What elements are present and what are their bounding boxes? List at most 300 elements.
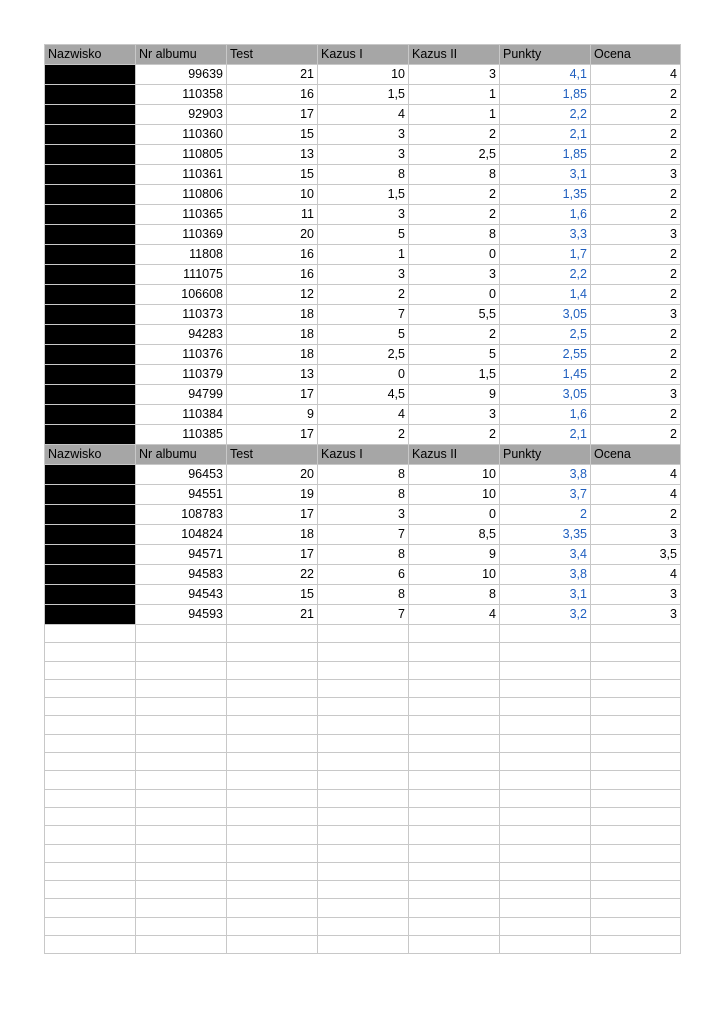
points-cell[interactable]: 3,4 xyxy=(500,545,591,565)
empty-cell[interactable] xyxy=(500,826,591,844)
album-number-cell[interactable]: 104824 xyxy=(136,525,227,545)
empty-cell[interactable] xyxy=(45,716,136,734)
test-cell[interactable]: 18 xyxy=(227,305,318,325)
points-cell[interactable]: 3,05 xyxy=(500,385,591,405)
album-number-cell[interactable]: 94583 xyxy=(136,565,227,585)
empty-cell[interactable] xyxy=(409,899,500,917)
empty-cell[interactable] xyxy=(591,753,681,771)
kazus-1-cell[interactable]: 8 xyxy=(318,585,409,605)
points-cell[interactable]: 2,1 xyxy=(500,425,591,445)
empty-cell[interactable] xyxy=(45,643,136,661)
kazus-1-cell[interactable]: 8 xyxy=(318,545,409,565)
empty-cell[interactable] xyxy=(45,826,136,844)
points-cell[interactable]: 3,7 xyxy=(500,485,591,505)
empty-cell[interactable] xyxy=(318,771,409,789)
test-cell[interactable]: 22 xyxy=(227,565,318,585)
kazus-1-cell[interactable]: 5 xyxy=(318,225,409,245)
test-cell[interactable]: 10 xyxy=(227,185,318,205)
header-ocena[interactable]: Ocena xyxy=(591,45,681,65)
test-cell[interactable]: 12 xyxy=(227,285,318,305)
grade-cell[interactable]: 3 xyxy=(591,605,681,625)
empty-cell[interactable] xyxy=(409,753,500,771)
empty-cell[interactable] xyxy=(136,844,227,862)
redacted-name-cell[interactable] xyxy=(45,405,136,425)
kazus-2-cell[interactable]: 8 xyxy=(409,225,500,245)
header-kazus-2[interactable]: Kazus II xyxy=(409,445,500,465)
kazus-1-cell[interactable]: 3 xyxy=(318,265,409,285)
album-number-cell[interactable]: 110365 xyxy=(136,205,227,225)
album-number-cell[interactable]: 92903 xyxy=(136,105,227,125)
empty-cell[interactable] xyxy=(500,899,591,917)
grade-cell[interactable]: 3 xyxy=(591,225,681,245)
kazus-2-cell[interactable]: 2 xyxy=(409,325,500,345)
empty-cell[interactable] xyxy=(318,899,409,917)
points-cell[interactable]: 2,2 xyxy=(500,105,591,125)
empty-cell[interactable] xyxy=(500,625,591,643)
grade-cell[interactable]: 3 xyxy=(591,305,681,325)
empty-cell[interactable] xyxy=(136,936,227,954)
test-cell[interactable]: 18 xyxy=(227,325,318,345)
grade-cell[interactable]: 4 xyxy=(591,465,681,485)
album-number-cell[interactable]: 110373 xyxy=(136,305,227,325)
empty-cell[interactable] xyxy=(591,643,681,661)
kazus-2-cell[interactable]: 1,5 xyxy=(409,365,500,385)
grade-cell[interactable]: 3 xyxy=(591,585,681,605)
grade-cell[interactable]: 2 xyxy=(591,265,681,285)
empty-cell[interactable] xyxy=(318,753,409,771)
empty-cell[interactable] xyxy=(409,881,500,899)
album-number-cell[interactable]: 110376 xyxy=(136,345,227,365)
points-cell[interactable]: 3,1 xyxy=(500,585,591,605)
empty-cell[interactable] xyxy=(227,899,318,917)
empty-cell[interactable] xyxy=(136,698,227,716)
points-cell[interactable]: 2,5 xyxy=(500,325,591,345)
kazus-2-cell[interactable]: 1 xyxy=(409,85,500,105)
kazus-1-cell[interactable]: 2 xyxy=(318,285,409,305)
album-number-cell[interactable]: 106608 xyxy=(136,285,227,305)
empty-cell[interactable] xyxy=(45,881,136,899)
points-cell[interactable]: 2,55 xyxy=(500,345,591,365)
header-test[interactable]: Test xyxy=(227,45,318,65)
points-cell[interactable]: 1,85 xyxy=(500,145,591,165)
kazus-1-cell[interactable]: 2,5 xyxy=(318,345,409,365)
kazus-2-cell[interactable]: 0 xyxy=(409,505,500,525)
album-number-cell[interactable]: 110358 xyxy=(136,85,227,105)
empty-cell[interactable] xyxy=(227,716,318,734)
points-cell[interactable]: 3,2 xyxy=(500,605,591,625)
empty-cell[interactable] xyxy=(318,625,409,643)
empty-cell[interactable] xyxy=(409,771,500,789)
redacted-name-cell[interactable] xyxy=(45,485,136,505)
redacted-name-cell[interactable] xyxy=(45,85,136,105)
header-nr-albumu[interactable]: Nr albumu xyxy=(136,45,227,65)
kazus-1-cell[interactable]: 6 xyxy=(318,565,409,585)
header-kazus-2[interactable]: Kazus II xyxy=(409,45,500,65)
points-cell[interactable]: 1,85 xyxy=(500,85,591,105)
points-cell[interactable]: 3,3 xyxy=(500,225,591,245)
empty-cell[interactable] xyxy=(227,844,318,862)
points-cell[interactable]: 2,2 xyxy=(500,265,591,285)
kazus-1-cell[interactable]: 7 xyxy=(318,605,409,625)
kazus-1-cell[interactable]: 3 xyxy=(318,505,409,525)
redacted-name-cell[interactable] xyxy=(45,165,136,185)
empty-cell[interactable] xyxy=(45,899,136,917)
points-cell[interactable]: 1,6 xyxy=(500,205,591,225)
empty-cell[interactable] xyxy=(45,734,136,752)
kazus-2-cell[interactable]: 10 xyxy=(409,485,500,505)
kazus-2-cell[interactable]: 3 xyxy=(409,405,500,425)
header-ocena[interactable]: Ocena xyxy=(591,445,681,465)
kazus-2-cell[interactable]: 9 xyxy=(409,385,500,405)
empty-cell[interactable] xyxy=(591,716,681,734)
kazus-1-cell[interactable]: 0 xyxy=(318,365,409,385)
empty-cell[interactable] xyxy=(318,936,409,954)
kazus-1-cell[interactable]: 1,5 xyxy=(318,185,409,205)
kazus-2-cell[interactable]: 10 xyxy=(409,565,500,585)
album-number-cell[interactable]: 96453 xyxy=(136,465,227,485)
points-cell[interactable]: 1,45 xyxy=(500,365,591,385)
points-cell[interactable]: 2,1 xyxy=(500,125,591,145)
empty-cell[interactable] xyxy=(45,936,136,954)
album-number-cell[interactable]: 110379 xyxy=(136,365,227,385)
test-cell[interactable]: 19 xyxy=(227,485,318,505)
kazus-2-cell[interactable]: 2 xyxy=(409,125,500,145)
test-cell[interactable]: 13 xyxy=(227,365,318,385)
header-nazwisko[interactable]: Nazwisko xyxy=(45,445,136,465)
test-cell[interactable]: 15 xyxy=(227,165,318,185)
points-cell[interactable]: 1,7 xyxy=(500,245,591,265)
grade-cell[interactable]: 2 xyxy=(591,345,681,365)
empty-cell[interactable] xyxy=(409,661,500,679)
album-number-cell[interactable]: 110385 xyxy=(136,425,227,445)
empty-cell[interactable] xyxy=(45,625,136,643)
test-cell[interactable]: 18 xyxy=(227,345,318,365)
redacted-name-cell[interactable] xyxy=(45,285,136,305)
empty-cell[interactable] xyxy=(227,679,318,697)
kazus-2-cell[interactable]: 8 xyxy=(409,585,500,605)
test-cell[interactable]: 9 xyxy=(227,405,318,425)
points-cell[interactable]: 1,35 xyxy=(500,185,591,205)
empty-cell[interactable] xyxy=(591,936,681,954)
grade-cell[interactable]: 2 xyxy=(591,85,681,105)
kazus-2-cell[interactable]: 8,5 xyxy=(409,525,500,545)
album-number-cell[interactable]: 94283 xyxy=(136,325,227,345)
empty-cell[interactable] xyxy=(500,936,591,954)
empty-cell[interactable] xyxy=(227,789,318,807)
empty-cell[interactable] xyxy=(409,789,500,807)
album-number-cell[interactable]: 94551 xyxy=(136,485,227,505)
test-cell[interactable]: 15 xyxy=(227,585,318,605)
empty-cell[interactable] xyxy=(45,807,136,825)
empty-cell[interactable] xyxy=(409,862,500,880)
empty-cell[interactable] xyxy=(136,899,227,917)
redacted-name-cell[interactable] xyxy=(45,305,136,325)
grade-cell[interactable]: 2 xyxy=(591,205,681,225)
empty-cell[interactable] xyxy=(318,789,409,807)
empty-cell[interactable] xyxy=(227,698,318,716)
empty-cell[interactable] xyxy=(45,844,136,862)
points-cell[interactable]: 3,8 xyxy=(500,565,591,585)
redacted-name-cell[interactable] xyxy=(45,545,136,565)
kazus-1-cell[interactable]: 10 xyxy=(318,65,409,85)
empty-cell[interactable] xyxy=(500,734,591,752)
kazus-2-cell[interactable]: 3 xyxy=(409,65,500,85)
header-test[interactable]: Test xyxy=(227,445,318,465)
album-number-cell[interactable]: 110360 xyxy=(136,125,227,145)
empty-cell[interactable] xyxy=(136,679,227,697)
kazus-1-cell[interactable]: 4 xyxy=(318,105,409,125)
empty-cell[interactable] xyxy=(136,807,227,825)
album-number-cell[interactable]: 94799 xyxy=(136,385,227,405)
empty-cell[interactable] xyxy=(227,734,318,752)
album-number-cell[interactable]: 110361 xyxy=(136,165,227,185)
redacted-name-cell[interactable] xyxy=(45,365,136,385)
empty-cell[interactable] xyxy=(409,917,500,935)
empty-cell[interactable] xyxy=(227,826,318,844)
empty-cell[interactable] xyxy=(591,862,681,880)
redacted-name-cell[interactable] xyxy=(45,505,136,525)
header-nazwisko[interactable]: Nazwisko xyxy=(45,45,136,65)
test-cell[interactable]: 11 xyxy=(227,205,318,225)
header-punkty[interactable]: Punkty xyxy=(500,445,591,465)
empty-cell[interactable] xyxy=(409,716,500,734)
empty-cell[interactable] xyxy=(227,917,318,935)
empty-cell[interactable] xyxy=(591,826,681,844)
header-nr-albumu[interactable]: Nr albumu xyxy=(136,445,227,465)
empty-cell[interactable] xyxy=(500,679,591,697)
redacted-name-cell[interactable] xyxy=(45,425,136,445)
grade-cell[interactable]: 2 xyxy=(591,365,681,385)
empty-cell[interactable] xyxy=(591,899,681,917)
empty-cell[interactable] xyxy=(500,643,591,661)
empty-cell[interactable] xyxy=(136,643,227,661)
empty-cell[interactable] xyxy=(591,679,681,697)
kazus-1-cell[interactable]: 3 xyxy=(318,145,409,165)
empty-cell[interactable] xyxy=(409,734,500,752)
redacted-name-cell[interactable] xyxy=(45,345,136,365)
redacted-name-cell[interactable] xyxy=(45,205,136,225)
kazus-2-cell[interactable]: 5 xyxy=(409,345,500,365)
empty-cell[interactable] xyxy=(318,661,409,679)
test-cell[interactable]: 15 xyxy=(227,125,318,145)
album-number-cell[interactable]: 94571 xyxy=(136,545,227,565)
grade-cell[interactable]: 2 xyxy=(591,185,681,205)
kazus-1-cell[interactable]: 8 xyxy=(318,465,409,485)
header-punkty[interactable]: Punkty xyxy=(500,45,591,65)
points-cell[interactable]: 3,8 xyxy=(500,465,591,485)
kazus-1-cell[interactable]: 8 xyxy=(318,165,409,185)
empty-cell[interactable] xyxy=(409,643,500,661)
points-cell[interactable]: 3,05 xyxy=(500,305,591,325)
grade-cell[interactable]: 4 xyxy=(591,485,681,505)
grade-cell[interactable]: 2 xyxy=(591,105,681,125)
redacted-name-cell[interactable] xyxy=(45,145,136,165)
empty-cell[interactable] xyxy=(591,625,681,643)
redacted-name-cell[interactable] xyxy=(45,265,136,285)
grade-cell[interactable]: 3,5 xyxy=(591,545,681,565)
redacted-name-cell[interactable] xyxy=(45,385,136,405)
grade-cell[interactable]: 2 xyxy=(591,425,681,445)
test-cell[interactable]: 17 xyxy=(227,385,318,405)
empty-cell[interactable] xyxy=(318,807,409,825)
empty-cell[interactable] xyxy=(227,936,318,954)
album-number-cell[interactable]: 99639 xyxy=(136,65,227,85)
kazus-1-cell[interactable]: 7 xyxy=(318,525,409,545)
kazus-1-cell[interactable]: 3 xyxy=(318,205,409,225)
empty-cell[interactable] xyxy=(500,771,591,789)
points-cell[interactable]: 1,6 xyxy=(500,405,591,425)
empty-cell[interactable] xyxy=(136,716,227,734)
grade-cell[interactable]: 2 xyxy=(591,145,681,165)
points-cell[interactable]: 3,1 xyxy=(500,165,591,185)
empty-cell[interactable] xyxy=(136,862,227,880)
grade-cell[interactable]: 2 xyxy=(591,405,681,425)
grade-cell[interactable]: 3 xyxy=(591,385,681,405)
empty-cell[interactable] xyxy=(318,826,409,844)
test-cell[interactable]: 17 xyxy=(227,505,318,525)
empty-cell[interactable] xyxy=(45,917,136,935)
kazus-1-cell[interactable]: 3 xyxy=(318,125,409,145)
album-number-cell[interactable]: 110806 xyxy=(136,185,227,205)
empty-cell[interactable] xyxy=(591,698,681,716)
grade-cell[interactable]: 4 xyxy=(591,65,681,85)
kazus-1-cell[interactable]: 1 xyxy=(318,245,409,265)
empty-cell[interactable] xyxy=(227,771,318,789)
empty-cell[interactable] xyxy=(45,862,136,880)
empty-cell[interactable] xyxy=(409,844,500,862)
test-cell[interactable]: 16 xyxy=(227,245,318,265)
kazus-2-cell[interactable]: 2 xyxy=(409,425,500,445)
empty-cell[interactable] xyxy=(318,917,409,935)
points-cell[interactable]: 4,1 xyxy=(500,65,591,85)
kazus-1-cell[interactable]: 1,5 xyxy=(318,85,409,105)
empty-cell[interactable] xyxy=(318,716,409,734)
redacted-name-cell[interactable] xyxy=(45,185,136,205)
grade-cell[interactable]: 2 xyxy=(591,125,681,145)
empty-cell[interactable] xyxy=(409,698,500,716)
empty-cell[interactable] xyxy=(318,862,409,880)
redacted-name-cell[interactable] xyxy=(45,465,136,485)
kazus-1-cell[interactable]: 4,5 xyxy=(318,385,409,405)
empty-cell[interactable] xyxy=(500,807,591,825)
empty-cell[interactable] xyxy=(227,881,318,899)
empty-cell[interactable] xyxy=(318,734,409,752)
album-number-cell[interactable]: 94593 xyxy=(136,605,227,625)
redacted-name-cell[interactable] xyxy=(45,125,136,145)
grade-cell[interactable]: 3 xyxy=(591,525,681,545)
empty-cell[interactable] xyxy=(500,844,591,862)
empty-cell[interactable] xyxy=(318,643,409,661)
kazus-2-cell[interactable]: 0 xyxy=(409,245,500,265)
kazus-2-cell[interactable]: 2 xyxy=(409,205,500,225)
kazus-2-cell[interactable]: 10 xyxy=(409,465,500,485)
kazus-2-cell[interactable]: 0 xyxy=(409,285,500,305)
empty-cell[interactable] xyxy=(45,698,136,716)
empty-cell[interactable] xyxy=(409,807,500,825)
empty-cell[interactable] xyxy=(591,917,681,935)
empty-cell[interactable] xyxy=(318,881,409,899)
empty-cell[interactable] xyxy=(591,661,681,679)
redacted-name-cell[interactable] xyxy=(45,225,136,245)
empty-cell[interactable] xyxy=(136,789,227,807)
test-cell[interactable]: 21 xyxy=(227,605,318,625)
kazus-2-cell[interactable]: 2,5 xyxy=(409,145,500,165)
kazus-1-cell[interactable]: 7 xyxy=(318,305,409,325)
empty-cell[interactable] xyxy=(227,807,318,825)
points-cell[interactable]: 1,4 xyxy=(500,285,591,305)
empty-cell[interactable] xyxy=(136,771,227,789)
empty-cell[interactable] xyxy=(136,661,227,679)
kazus-1-cell[interactable]: 8 xyxy=(318,485,409,505)
kazus-2-cell[interactable]: 4 xyxy=(409,605,500,625)
empty-cell[interactable] xyxy=(409,826,500,844)
empty-cell[interactable] xyxy=(591,734,681,752)
grade-cell[interactable]: 2 xyxy=(591,325,681,345)
empty-cell[interactable] xyxy=(591,789,681,807)
empty-cell[interactable] xyxy=(136,753,227,771)
empty-cell[interactable] xyxy=(45,771,136,789)
kazus-2-cell[interactable]: 5,5 xyxy=(409,305,500,325)
redacted-name-cell[interactable] xyxy=(45,105,136,125)
empty-cell[interactable] xyxy=(500,789,591,807)
album-number-cell[interactable]: 110369 xyxy=(136,225,227,245)
kazus-2-cell[interactable]: 3 xyxy=(409,265,500,285)
empty-cell[interactable] xyxy=(500,716,591,734)
empty-cell[interactable] xyxy=(318,679,409,697)
empty-cell[interactable] xyxy=(227,862,318,880)
empty-cell[interactable] xyxy=(409,679,500,697)
redacted-name-cell[interactable] xyxy=(45,65,136,85)
redacted-name-cell[interactable] xyxy=(45,525,136,545)
empty-cell[interactable] xyxy=(136,826,227,844)
empty-cell[interactable] xyxy=(45,789,136,807)
empty-cell[interactable] xyxy=(136,917,227,935)
points-cell[interactable]: 3,35 xyxy=(500,525,591,545)
album-number-cell[interactable]: 110805 xyxy=(136,145,227,165)
test-cell[interactable]: 16 xyxy=(227,265,318,285)
grade-cell[interactable]: 2 xyxy=(591,505,681,525)
redacted-name-cell[interactable] xyxy=(45,585,136,605)
empty-cell[interactable] xyxy=(591,881,681,899)
empty-cell[interactable] xyxy=(318,844,409,862)
empty-cell[interactable] xyxy=(500,862,591,880)
empty-cell[interactable] xyxy=(136,734,227,752)
test-cell[interactable]: 13 xyxy=(227,145,318,165)
empty-cell[interactable] xyxy=(45,753,136,771)
kazus-2-cell[interactable]: 2 xyxy=(409,185,500,205)
test-cell[interactable]: 18 xyxy=(227,525,318,545)
empty-cell[interactable] xyxy=(500,661,591,679)
empty-cell[interactable] xyxy=(227,625,318,643)
redacted-name-cell[interactable] xyxy=(45,245,136,265)
kazus-2-cell[interactable]: 8 xyxy=(409,165,500,185)
album-number-cell[interactable]: 94543 xyxy=(136,585,227,605)
empty-cell[interactable] xyxy=(500,881,591,899)
album-number-cell[interactable]: 108783 xyxy=(136,505,227,525)
redacted-name-cell[interactable] xyxy=(45,565,136,585)
empty-cell[interactable] xyxy=(409,936,500,954)
kazus-1-cell[interactable]: 2 xyxy=(318,425,409,445)
test-cell[interactable]: 21 xyxy=(227,65,318,85)
empty-cell[interactable] xyxy=(500,698,591,716)
test-cell[interactable]: 20 xyxy=(227,225,318,245)
redacted-name-cell[interactable] xyxy=(45,605,136,625)
grade-cell[interactable]: 3 xyxy=(591,165,681,185)
album-number-cell[interactable]: 110384 xyxy=(136,405,227,425)
album-number-cell[interactable]: 111075 xyxy=(136,265,227,285)
test-cell[interactable]: 17 xyxy=(227,545,318,565)
empty-cell[interactable] xyxy=(500,917,591,935)
